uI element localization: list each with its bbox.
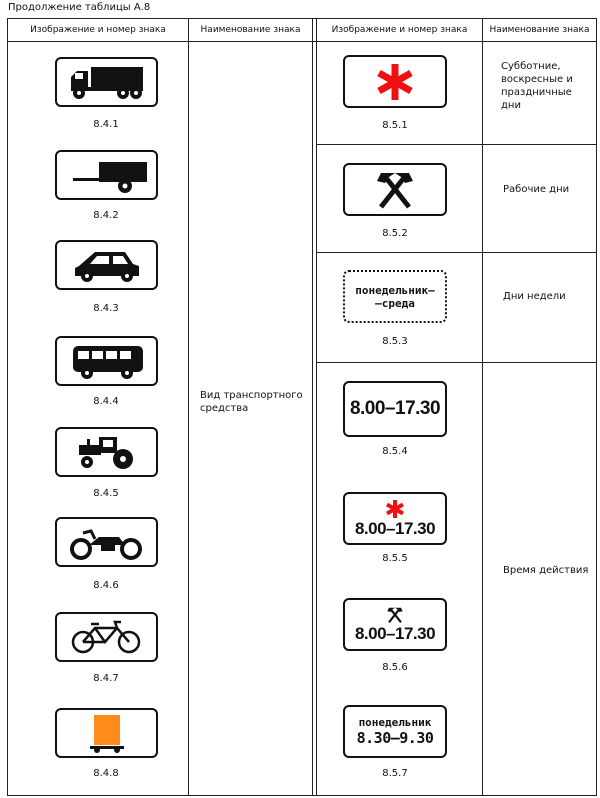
sign-number: 8.4.4	[93, 396, 119, 407]
header-image-number: Изображение и номер знака	[331, 25, 468, 35]
sign-8-4-6	[55, 517, 158, 567]
sign-name: Дни недели	[503, 291, 566, 302]
asterisk-icon	[375, 62, 415, 102]
sign-8-4-5	[55, 427, 158, 477]
header-name: Наименование знака	[200, 25, 301, 35]
row-divider	[316, 362, 597, 363]
sign-number: 8.5.2	[382, 228, 408, 239]
sign-8-4-2	[55, 150, 158, 200]
asterisk-icon	[385, 499, 405, 519]
sign-number: 8.4.1	[93, 119, 119, 130]
column-divider	[316, 18, 317, 796]
sign-8-4-1	[55, 57, 158, 107]
sign-text: понедельник	[358, 716, 432, 729]
truck-icon	[65, 63, 149, 101]
sign-8-5-6	[343, 598, 447, 651]
sign-number: 8.4.2	[93, 210, 119, 221]
sign-8-4-7	[55, 612, 158, 662]
sign-number: 8.5.5	[382, 553, 408, 564]
column-divider	[312, 18, 313, 796]
sign-time: 8.30–9.30	[356, 729, 434, 747]
header-divider	[7, 41, 597, 42]
sign-number: 8.5.4	[382, 446, 408, 457]
row-divider	[316, 144, 597, 145]
sign-8-4-4	[55, 336, 158, 386]
motorcycle-icon	[65, 523, 149, 561]
sign-8-4-3	[55, 240, 158, 290]
column-divider	[482, 18, 483, 796]
sign-name: Время действия	[503, 565, 589, 576]
tractor-icon	[65, 433, 149, 471]
sign-number: 8.4.5	[93, 488, 119, 499]
sign-number: 8.5.6	[382, 662, 408, 673]
hammers-icon	[373, 169, 417, 211]
car-icon	[65, 246, 149, 284]
sign-number: 8.4.3	[93, 303, 119, 314]
sign-number: 8.4.7	[93, 673, 119, 684]
sign-number: 8.4.8	[93, 768, 119, 779]
trailer-icon	[65, 156, 149, 194]
sign-name: Вид транспортного средства	[200, 390, 303, 414]
bicycle-icon	[65, 618, 149, 656]
sign-number: 8.5.1	[382, 120, 408, 131]
row-divider	[316, 252, 597, 253]
sign-8-5-1	[343, 55, 447, 108]
sign-time: 8.00–17.30	[349, 398, 441, 419]
sign-8-5-3	[343, 270, 447, 323]
sign-8-5-2	[343, 163, 447, 216]
sign-text: понедельник– –среда	[355, 283, 435, 310]
sign-number: 8.4.6	[93, 580, 119, 591]
sign-8-5-5	[343, 492, 447, 545]
sign-8-5-7	[343, 705, 447, 758]
sign-8-5-4	[343, 381, 447, 437]
bus-icon	[65, 342, 149, 380]
table-caption: Продолжение таблицы А.8	[8, 2, 151, 13]
sign-number: 8.5.3	[382, 336, 408, 347]
header-name: Наименование знака	[489, 25, 590, 35]
column-divider	[188, 18, 189, 796]
sign-time: 8.00–17.30	[354, 623, 436, 643]
sign-name: Субботние, воскресные и праздничные дни	[501, 61, 573, 111]
header-image-number: Изображение и номер знака	[30, 25, 166, 35]
dangerous-goods-truck-icon	[65, 712, 149, 754]
hammers-icon	[385, 606, 405, 624]
sign-time: 8.00–17.30	[354, 518, 436, 538]
sign-name: Рабочие дни	[503, 184, 570, 195]
sign-number: 8.5.7	[382, 768, 408, 779]
sign-8-4-8	[55, 708, 158, 758]
